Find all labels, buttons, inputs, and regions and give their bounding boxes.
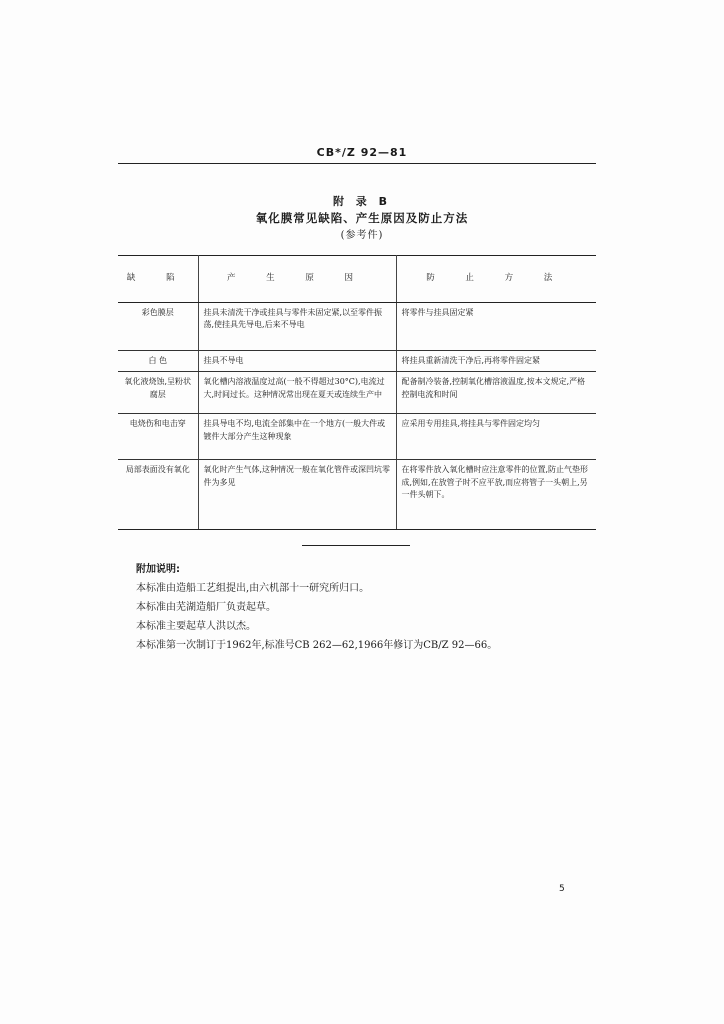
additional-notes (136, 560, 497, 655)
header-prevention: 防 止 方 法 (396, 256, 596, 303)
defect-cell: 白 色 (118, 351, 198, 372)
table-header-row (118, 256, 596, 303)
header-defect: 缺 陷 (118, 256, 198, 303)
cause-cell: 氧化槽内溶液温度过高(一般不得超过30°C),电流过大,时间过长。这种情况常出现在夏天或连续生产中 (198, 372, 396, 414)
prevention-cell: 配备制冷装备,控制氧化槽溶液温度,按本文规定,严格控制电流和时间 (396, 372, 596, 414)
cause-cell: 挂具不导电 (198, 351, 396, 372)
cause-cell: 挂具导电不均,电流全部集中在一个地方(一般大件或镀件大部分产生这种现象 (198, 414, 396, 460)
header-cause: 产 生 原 因 (198, 256, 396, 303)
prevention-cell: 将零件与挂具固定紧 (396, 303, 596, 351)
appendix-label: 附 录 B (332, 195, 392, 208)
separator-rule (302, 545, 410, 546)
appendix-subtitle: (参考件) (340, 230, 384, 241)
prevention-cell: 在将零件放入氧化槽时应注意零件的位置,防止气垫形成,例如,在放管子时不应平放,而应将管子一头朝上,另一件头朝下。 (396, 460, 596, 530)
table-row (118, 351, 596, 372)
defect-cell: 氧化液烧蚀,呈粉状腐层 (118, 372, 198, 414)
header-rule (118, 163, 596, 164)
document-code: CB*/Z 92—81 (316, 146, 408, 159)
table-row (118, 303, 596, 351)
notes-line: 本标准由造船工艺组提出,由六机部十一研究所归口。 (136, 583, 370, 594)
prevention-cell: 将挂具重新清洗干净后,再将零件固定紧 (396, 351, 596, 372)
appendix-title: 氧化膜常见缺陷、产生原因及防止方法 (255, 211, 469, 225)
table-row (118, 372, 596, 414)
notes-title: 附加说明: (136, 564, 180, 575)
defects-table (118, 255, 596, 530)
page-number: 5 (559, 884, 565, 894)
notes-line: 本标准第一次制订于1962年,标准号CB 262—62,1966年修订为CB/Z 92—66。 (136, 640, 498, 651)
notes-line: 本标准主要起草人洪以杰。 (136, 621, 256, 632)
defect-cell: 局部表面没有氧化 (118, 460, 198, 530)
cause-cell: 挂具未清洗干净或挂具与零件未固定紧,以至零件振荡,使挂具先导电,后来不导电 (198, 303, 396, 351)
defect-cell: 电烧伤和电击穿 (118, 414, 198, 460)
cause-cell: 氧化时产生气体,这种情况一般在氧化管件或深凹坑零件为多见 (198, 460, 396, 530)
table-row (118, 460, 596, 530)
notes-line: 本标准由芜湖造船厂负责起草。 (136, 602, 276, 613)
defect-cell: 彩色膜层 (118, 303, 198, 351)
table-row (118, 414, 596, 460)
prevention-cell: 应采用专用挂具,将挂具与零件固定均匀 (396, 414, 596, 460)
